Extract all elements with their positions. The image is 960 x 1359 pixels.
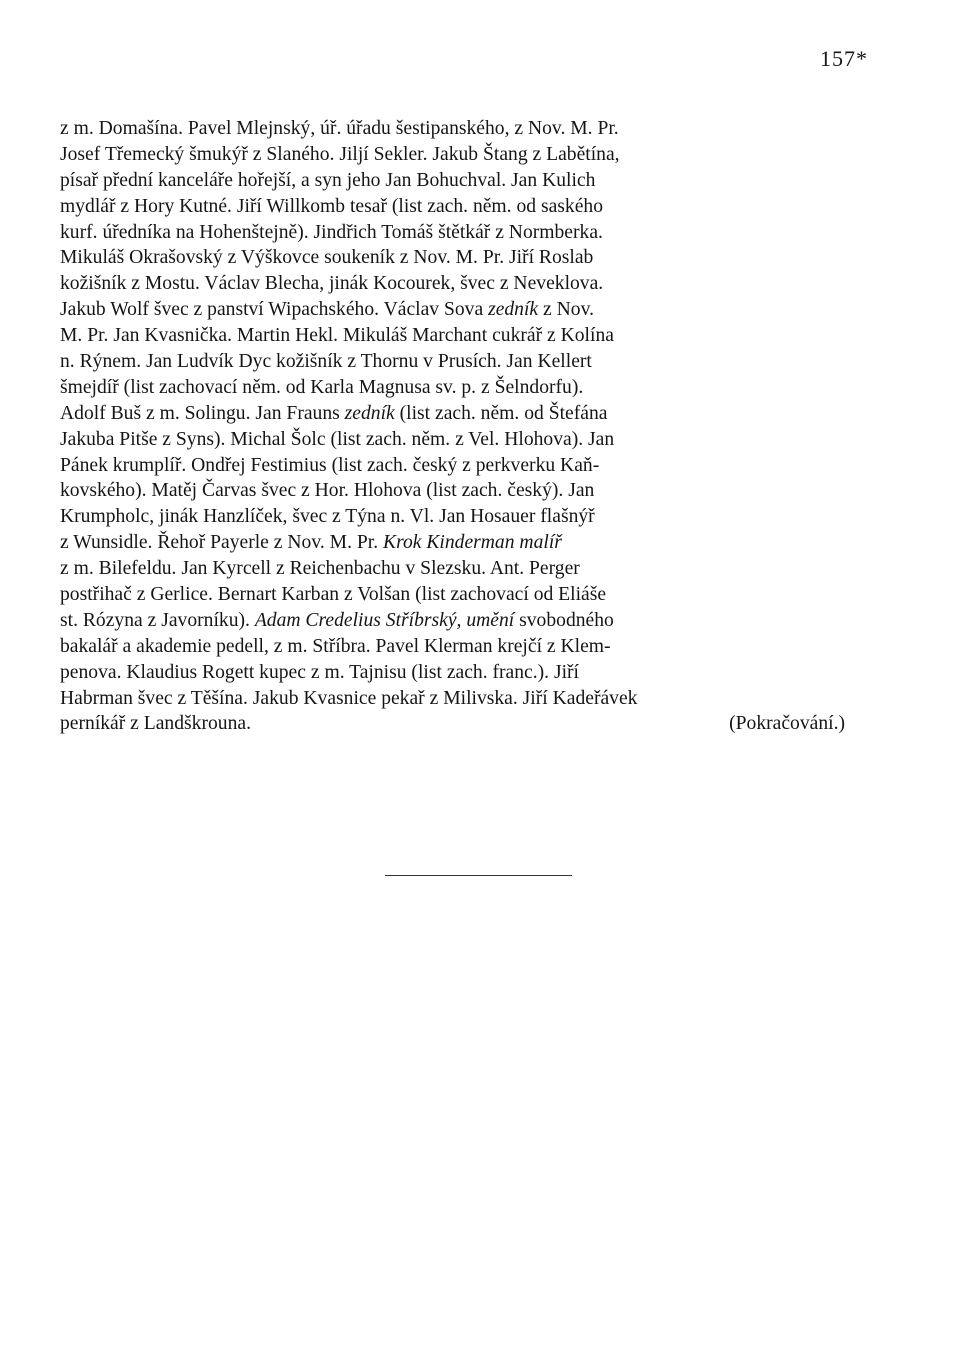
- italic-text: zedník: [344, 402, 395, 424]
- text-line: [60, 323, 885, 349]
- page-number: 157*: [820, 46, 868, 71]
- text-line: [60, 453, 885, 479]
- text-segment: svobodného: [514, 609, 614, 631]
- text-segment: kožišník z Mostu. Václav Blecha, jinák Kocourek, švec z Neveklova.: [60, 273, 604, 295]
- text-segment: Josef Třemecký šmukýř z Slaného. Jiljí Sekler. Jakub Štang z Labětína,: [60, 143, 620, 165]
- text-segment: z Wunsidle. Řehoř Payerle z Nov. M. Pr.: [60, 532, 383, 554]
- text-line: [60, 427, 885, 453]
- text-segment: n. Rýnem. Jan Ludvík Dyc kožišník z Thornu v Prusích. Jan Kellert: [60, 351, 592, 373]
- italic-text: Krok Kinderman malíř: [383, 532, 562, 554]
- text-segment: Jakuba Pitše z Syns). Michal Šolc (list zach. něm. z Vel. Hlohova). Jan: [60, 428, 615, 450]
- text-segment: Habrman švec z Těšína. Jakub Kvasnice pekař z Milivska. Jiří Kadeřávek: [60, 687, 638, 709]
- text-line: [60, 194, 885, 220]
- text-segment: Jakub Wolf švec z panství Wipachského. Václav Sova: [60, 299, 489, 321]
- text-segment: kovského). Matěj Čarvas švec z Hor. Hlohova (list zach. český). Jan: [60, 480, 595, 502]
- text-segment: šmejdíř (list zachovací něm. od Karla Magnusa sv. p. z Šelndorfu).: [60, 376, 584, 398]
- text-line: [60, 375, 885, 401]
- text-body: [60, 116, 885, 737]
- italic-text: Adam Credelius Stříbrský, umění: [254, 609, 515, 631]
- italic-text: zedník: [488, 299, 539, 321]
- text-line: [60, 116, 885, 142]
- paragraph: [60, 116, 885, 711]
- text-line: [60, 168, 885, 194]
- text-line: [60, 349, 885, 375]
- text-segment: z m. Domašína. Pavel Mlejnský, úř. úřadu šestipanského, z Nov. M. Pr.: [60, 118, 619, 139]
- text-segment: (list zach. něm. od Štefána: [394, 402, 608, 424]
- text-line: [60, 297, 885, 323]
- text-line: [60, 220, 885, 246]
- text-line: [60, 711, 885, 737]
- text-line: [60, 504, 885, 530]
- text-line: [60, 271, 885, 297]
- text-segment: Krumpholc, jinák Hanzlíček, švec z Týna n. Vl. Jan Hosauer flašnýř: [60, 506, 595, 528]
- text-segment: kurf. úředníka na Hohenštejně). Jindřich Tomáš štětkář z Normberka.: [60, 221, 603, 243]
- end-rule: [385, 875, 572, 876]
- text-segment: bakalář a akademie pedell, z m. Stříbra. Pavel Klerman krejčí z Klem-: [60, 635, 611, 657]
- text-segment: M. Pr. Jan Kvasnička. Martin Hekl. Mikuláš Marchant cukrář z Kolína: [60, 325, 614, 347]
- text-line: [60, 478, 885, 504]
- text-segment: z m. Bilefeldu. Jan Kyrcell z Reichenbachu v Slezsku. Ant. Perger: [60, 558, 580, 580]
- text-line: [60, 530, 885, 556]
- text-line: [60, 401, 885, 427]
- continuation-note: (Pokračování.): [729, 713, 845, 735]
- text-line: [60, 686, 885, 712]
- text-line: [60, 556, 885, 582]
- text-segment: st. Rózyna z Javorníku).: [60, 609, 255, 631]
- text-segment: Mikuláš Okrašovský z Výškovce soukeník z Nov. M. Pr. Jiří Roslab: [60, 247, 594, 269]
- last-line-text: perníkář z Landškrouna.: [60, 713, 251, 735]
- text-segment: penova. Klaudius Rogett kupec z m. Tajnisu (list zach. franc.). Jiří: [60, 661, 579, 683]
- text-line: [60, 608, 885, 634]
- text-segment: Adolf Buš z m. Solingu. Jan Frauns: [60, 402, 345, 424]
- text-segment: Pánek krumplíř. Ondřej Festimius (list zach. český z perkverku Kaň-: [60, 454, 600, 476]
- text-segment: z Nov.: [538, 299, 594, 321]
- text-line: [60, 142, 885, 168]
- text-segment: postřihač z Gerlice. Bernart Karban z Volšan (list zachovací od Eliáše: [60, 584, 607, 606]
- text-line: [60, 582, 885, 608]
- text-line: [60, 660, 885, 686]
- text-line: [60, 245, 885, 271]
- text-segment: mydlář z Hory Kutné. Jiří Willkomb tesař (list zach. něm. od saského: [60, 195, 603, 217]
- text-line: [60, 634, 885, 660]
- text-segment: písař přední kanceláře hořejší, a syn jeho Jan Bohuchval. Jan Kulich: [60, 169, 596, 191]
